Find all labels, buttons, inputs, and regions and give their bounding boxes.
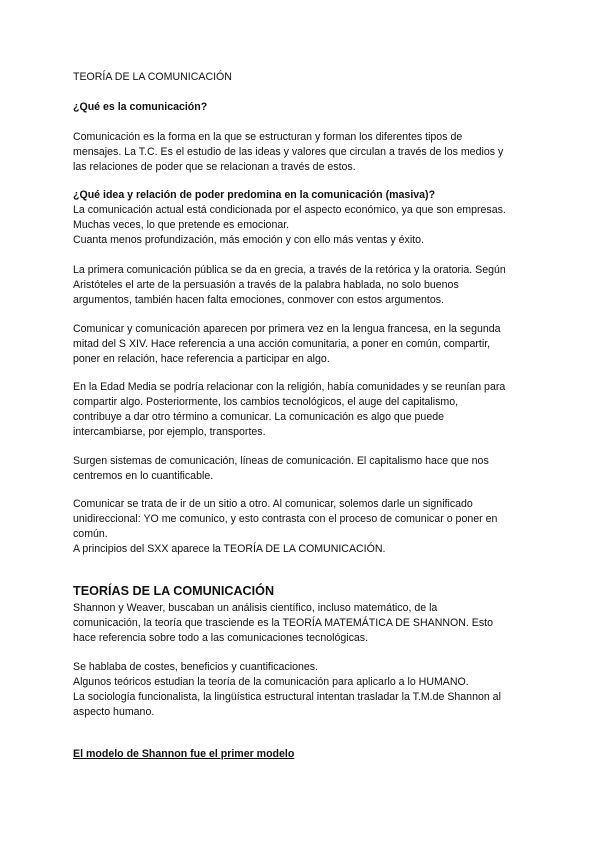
question-heading-1: ¿Qué es la comunicación? xyxy=(73,101,208,113)
paragraph-line: La sociología funcionalista, la lingüística estructural intentan trasladar la T.M.de Shannon al xyxy=(73,691,501,703)
paragraph-line: centremos en lo cuantificable. xyxy=(73,470,214,482)
paragraph-line: intercambiarse, por ejemplo, transportes. xyxy=(73,426,266,438)
paragraph-line: mitad del S XIV. Hace referencia a una acción comunitaria, a poner en común, compartir, xyxy=(73,338,491,350)
paragraph-line: Comunicación es la forma en la que se estructuran y forman los diferentes tipos de xyxy=(73,131,463,143)
paragraph-line: las relaciones de poder que se relacionan a través de estos. xyxy=(73,161,356,173)
final-heading: El modelo de Shannon fue el primer modelo xyxy=(73,748,295,760)
paragraph-line: Cuanta menos profundización, más emoción y con ello más ventas y éxito. xyxy=(73,234,424,246)
paragraph-line: argumentos, también hacen falta emociones, conmover con estos argumentos. xyxy=(73,294,444,306)
paragraph-line: En la Edad Media se podría relacionar con la religión, había comunidades y se reunían para xyxy=(73,381,506,393)
paragraph-line: Algunos teóricos estudian la teoría de la comunicación para aplicarlo a lo HUMANO. xyxy=(73,676,469,688)
paragraph-line: Comunicar se trata de ir de un sitio a otro. Al comunicar, solemos darle un significado xyxy=(73,498,473,510)
question-heading-2: ¿Qué idea y relación de poder predomina en la comunicación (masiva)? xyxy=(73,189,436,201)
document-title: TEORÍA DE LA COMUNICACIÓN xyxy=(73,71,232,83)
paragraph-line: Shannon y Weaver, buscaban un análisis científico, incluso matemático, de la xyxy=(73,602,438,614)
section-heading: TEORÍAS DE LA COMUNICACIÓN xyxy=(73,584,275,598)
paragraph-line: unidireccional: YO me comunico, y esto contrasta con el proceso de comunicar o poner en xyxy=(73,513,498,525)
paragraph-line: mensajes. La T.C. Es el estudio de las ideas y valores que circulan a través de los medios y xyxy=(73,146,504,158)
paragraph-line: hace referencia sobre todo a las comunicaciones tecnológicas. xyxy=(73,632,369,644)
paragraph-line: común. xyxy=(73,528,108,540)
paragraph-line: comunicación, la teoría que trasciende es la TEORÍA MATEMÁTICA DE SHANNON. Esto xyxy=(73,617,493,629)
paragraph-line: Surgen sistemas de comunicación, líneas de comunicación. El capitalismo hace que nos xyxy=(73,455,489,467)
paragraph-line: La primera comunicación pública se da en grecia, a través de la retórica y la oratoria. Según xyxy=(73,264,506,276)
paragraph-line: Aristóteles el arte de la persuasión a través de la palabra hablada, no solo buenos xyxy=(73,279,459,291)
paragraph-line: poner en relación, hace referencia a participar en algo. xyxy=(73,353,330,365)
paragraph-line: Comunicar y comunicación aparecen por primera vez en la lengua francesa, en la segunda xyxy=(73,323,501,335)
paragraph-line: aspecto humano. xyxy=(73,706,155,718)
paragraph-line: Muchas veces, lo que pretende es emocionar. xyxy=(73,219,290,231)
paragraph-line: contribuye a dar otro término a comunicar. La comunicación es algo que puede xyxy=(73,411,445,423)
paragraph-line: A principios del SXX aparece la TEORÍA DE LA COMUNICACIÓN. xyxy=(73,543,386,555)
paragraph-line: Se hablaba de costes, beneficios y cuantificaciones. xyxy=(73,661,318,673)
paragraph-line: La comunicación actual está condicionada por el aspecto económico, ya que son empresas. xyxy=(73,204,506,216)
paragraph-line: compartir algo. Posteriormente, los cambios tecnológicos, el auge del capitalismo, xyxy=(73,396,459,408)
